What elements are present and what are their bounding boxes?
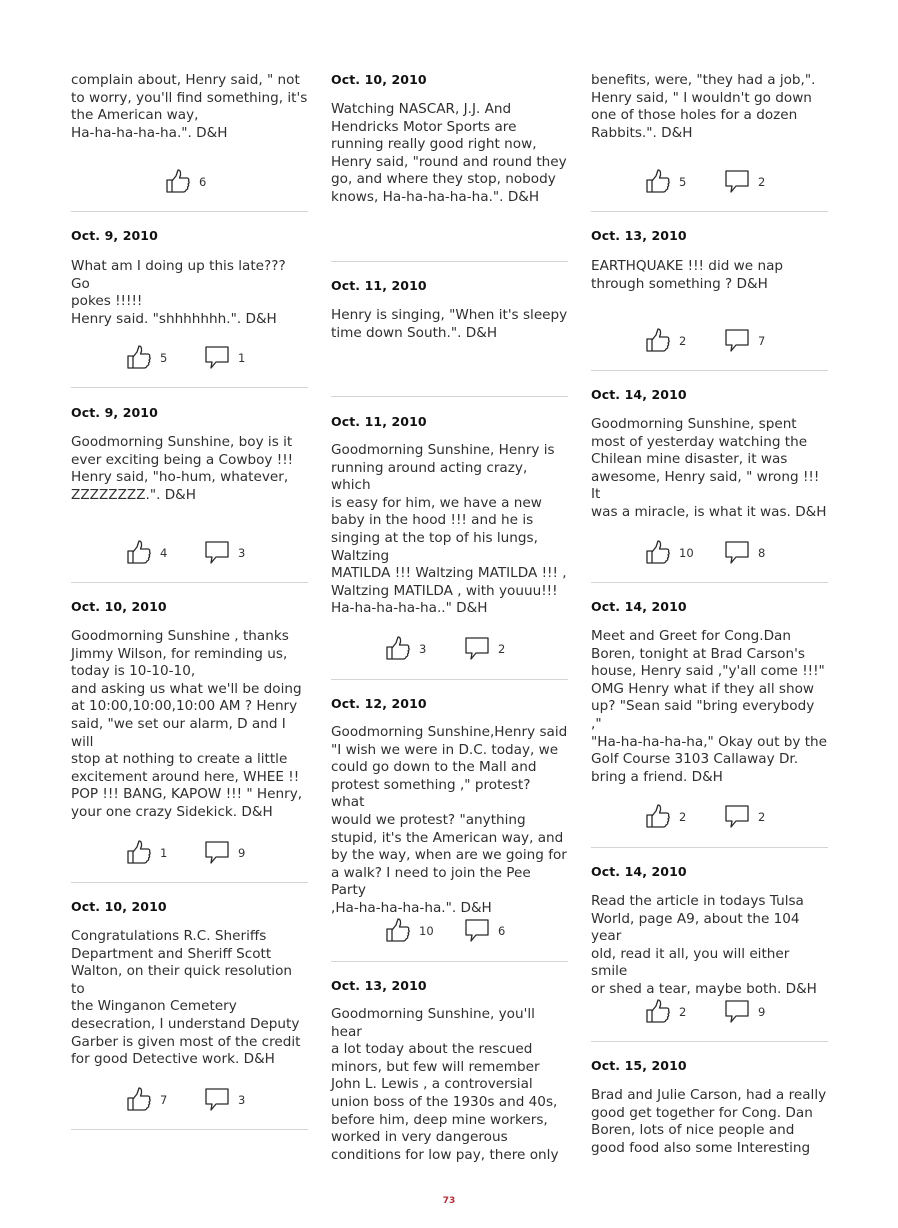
thumbs-up-icon xyxy=(126,1086,152,1112)
like-count: 10 xyxy=(419,924,434,938)
comment-icon xyxy=(204,539,230,565)
like-count: 7 xyxy=(160,1093,168,1107)
post-date: Oct. 14, 2010 xyxy=(591,864,687,879)
post-actions xyxy=(591,802,828,832)
comment-count: 8 xyxy=(758,546,766,560)
post-actions xyxy=(71,538,308,568)
post-actions xyxy=(591,997,828,1027)
thumbs-up-icon xyxy=(645,803,671,829)
post-text: EARTHQUAKE !!! did we nap through something ? D&H xyxy=(591,258,784,292)
post-date: Oct. 9, 2010 xyxy=(71,228,158,243)
post-actions xyxy=(591,326,828,356)
comment-count: 2 xyxy=(758,175,766,189)
post-text: Goodmorning Sunshine, boy is it ever exciting being a Cowboy !!! Henry said, "ho-hum, whatever, ZZZZZZZZ.". D&H xyxy=(71,434,294,503)
like-count: 1 xyxy=(160,846,168,860)
comment-icon xyxy=(204,839,230,865)
thumbs-up-icon xyxy=(645,327,671,353)
post-date: Oct. 10, 2010 xyxy=(331,72,427,87)
like-count: 5 xyxy=(679,175,687,189)
thumbs-up-icon xyxy=(645,998,671,1024)
like-count: 2 xyxy=(679,334,687,348)
comment-count: 3 xyxy=(238,1093,246,1107)
post-text: Goodmorning Sunshine,Henry said "I wish we were in D.C. today, we could go down to the Mall and protest something ," protest? what would we protest? "anything stupid, it's the American way, and by the way, when are we going for a walk? I need to join the Pee Party ,Ha-ha-ha-ha-ha.". D&H xyxy=(331,724,568,916)
post-date: Oct. 9, 2010 xyxy=(71,405,158,420)
thumbs-up-icon xyxy=(385,635,411,661)
thumbs-up-icon xyxy=(645,539,671,565)
post-actions xyxy=(71,838,308,868)
post-date: Oct. 14, 2010 xyxy=(591,387,687,402)
thumbs-up-icon xyxy=(645,168,671,194)
like-count: 5 xyxy=(160,351,168,365)
divider xyxy=(331,679,568,680)
post-text: Goodmorning Sunshine, Henry is running around acting crazy, which is easy for him, we have a new baby in the hood !!! and he is singing at the top of his lungs, Waltzing MATILDA !!! Waltzing MATILDA !!! , Waltzing MATILDA , with youuu!!! Ha-ha-ha-ha-ha.." D&H xyxy=(331,442,567,617)
thumbs-up-icon xyxy=(165,168,191,194)
post-text: Meet and Greet for Cong.Dan Boren, tonight at Brad Carson's house, Henry said ,"y'all come !!!" OMG Henry what if they all show up? "Sean said "bring everybody ," "Ha-ha-ha-ha-ha," Okay out by the Golf Course 3103 Callaway Dr. bring a friend. D&H xyxy=(591,628,828,785)
post-text: Goodmorning Sunshine, you'll hear a lot today about the rescued minors, but few will remember John L. Lewis , a controversial union boss of the 1930s and 40s, before him, deep mine workers, worked in very dangerous conditions for low pay, there only xyxy=(331,1006,559,1163)
post-date: Oct. 12, 2010 xyxy=(331,696,427,711)
like-count: 2 xyxy=(679,810,687,824)
thumbs-up-icon xyxy=(126,344,152,370)
post-actions xyxy=(71,167,308,197)
divider xyxy=(591,1041,828,1042)
divider xyxy=(71,582,308,583)
comment-icon xyxy=(464,635,490,661)
like-count: 4 xyxy=(160,546,168,560)
post-date: Oct. 11, 2010 xyxy=(331,414,427,429)
post-actions xyxy=(71,1085,308,1115)
divider xyxy=(331,261,568,262)
comment-count: 1 xyxy=(238,351,246,365)
comment-count: 3 xyxy=(238,546,246,560)
divider xyxy=(71,1129,308,1130)
comment-icon xyxy=(724,998,750,1024)
post-actions xyxy=(591,167,828,197)
comment-icon xyxy=(204,1086,230,1112)
comment-icon xyxy=(724,539,750,565)
post-text: Henry is singing, "When it's sleepy time down South.". D&H xyxy=(331,307,568,341)
divider xyxy=(331,396,568,397)
comment-count: 9 xyxy=(758,1005,766,1019)
comment-count: 2 xyxy=(758,810,766,824)
post-text: Read the article in todays Tulsa World, page A9, about the 104 year old, read it all, you will either smile or shed a tear, maybe both. D&H xyxy=(591,893,817,997)
divider xyxy=(71,882,308,883)
post-date: Oct. 14, 2010 xyxy=(591,599,687,614)
post-text: Congratulations R.C. Sheriffs Department and Sheriff Scott Walton, on their quick resolution to the Winganon Cemetery desecration, I understand Deputy Garber is given most of the credit for good Detective work. D&H xyxy=(71,928,301,1068)
comment-icon xyxy=(204,344,230,370)
comment-count: 2 xyxy=(498,642,506,656)
post-text: What am I doing up this late??? Go pokes !!!!! Henry said. "shhhhhhh.". D&H xyxy=(71,258,286,327)
like-count: 2 xyxy=(679,1005,687,1019)
thumbs-up-icon xyxy=(126,539,152,565)
post-actions xyxy=(591,538,828,568)
post-actions xyxy=(71,343,308,373)
post-date: Oct. 13, 2010 xyxy=(591,228,687,243)
post-date: Oct. 11, 2010 xyxy=(331,278,427,293)
comment-icon xyxy=(724,327,750,353)
post-text: Goodmorning Sunshine , thanks Jimmy Wilson, for reminding us, today is 10-10-10, and asking us what we'll be doing at 10:00,10:00,10:00 AM ? Henry said, "we set our alarm, D and I will stop at nothing to create a little excitement around here, WHEE !! POP !!! BANG, KAPOW !!! " Henry, your one crazy Sidekick. D&H xyxy=(71,628,303,820)
comment-icon xyxy=(724,803,750,829)
post-date: Oct. 15, 2010 xyxy=(591,1058,687,1073)
divider xyxy=(331,961,568,962)
post-text: complain about, Henry said, " not to worry, you'll find something, it's the American way, Ha-ha-ha-ha-ha.". D&H xyxy=(71,72,308,141)
post-text: Brad and Julie Carson, had a really good get together for Cong. Dan Boren, lots of nice people and good food also some Interesting xyxy=(591,1087,827,1156)
post-actions xyxy=(331,634,568,664)
divider xyxy=(71,387,308,388)
comment-icon xyxy=(724,168,750,194)
post-text: Goodmorning Sunshine, spent most of yesterday watching the Chilean mine disaster, it was awesome, Henry said, " wrong !!! It was a miracle, is what it was. D&H xyxy=(591,416,827,520)
like-count: 3 xyxy=(419,642,427,656)
comment-count: 9 xyxy=(238,846,246,860)
comment-count: 7 xyxy=(758,334,766,348)
divider xyxy=(591,370,828,371)
post-actions xyxy=(331,916,568,946)
post-date: Oct. 13, 2010 xyxy=(331,978,427,993)
divider xyxy=(591,211,828,212)
post-date: Oct. 10, 2010 xyxy=(71,899,167,914)
thumbs-up-icon xyxy=(385,917,411,943)
page-number: 73 xyxy=(442,1196,456,1206)
post-text: benefits, were, "they had a job,". Henry said, " I wouldn't go down one of those holes for a dozen Rabbits.". D&H xyxy=(591,72,816,141)
divider xyxy=(71,211,308,212)
comment-icon xyxy=(464,917,490,943)
divider xyxy=(591,582,828,583)
like-count: 10 xyxy=(679,546,694,560)
post-date: Oct. 10, 2010 xyxy=(71,599,167,614)
post-text: Watching NASCAR, J.J. And Hendricks Motor Sports are running really good right now, Henry said, "round and round they go, and where they stop, nobody knows, Ha-ha-ha-ha-ha.". D&H xyxy=(331,101,567,205)
thumbs-up-icon xyxy=(126,839,152,865)
comment-count: 6 xyxy=(498,924,506,938)
like-count: 6 xyxy=(199,175,207,189)
divider xyxy=(591,847,828,848)
